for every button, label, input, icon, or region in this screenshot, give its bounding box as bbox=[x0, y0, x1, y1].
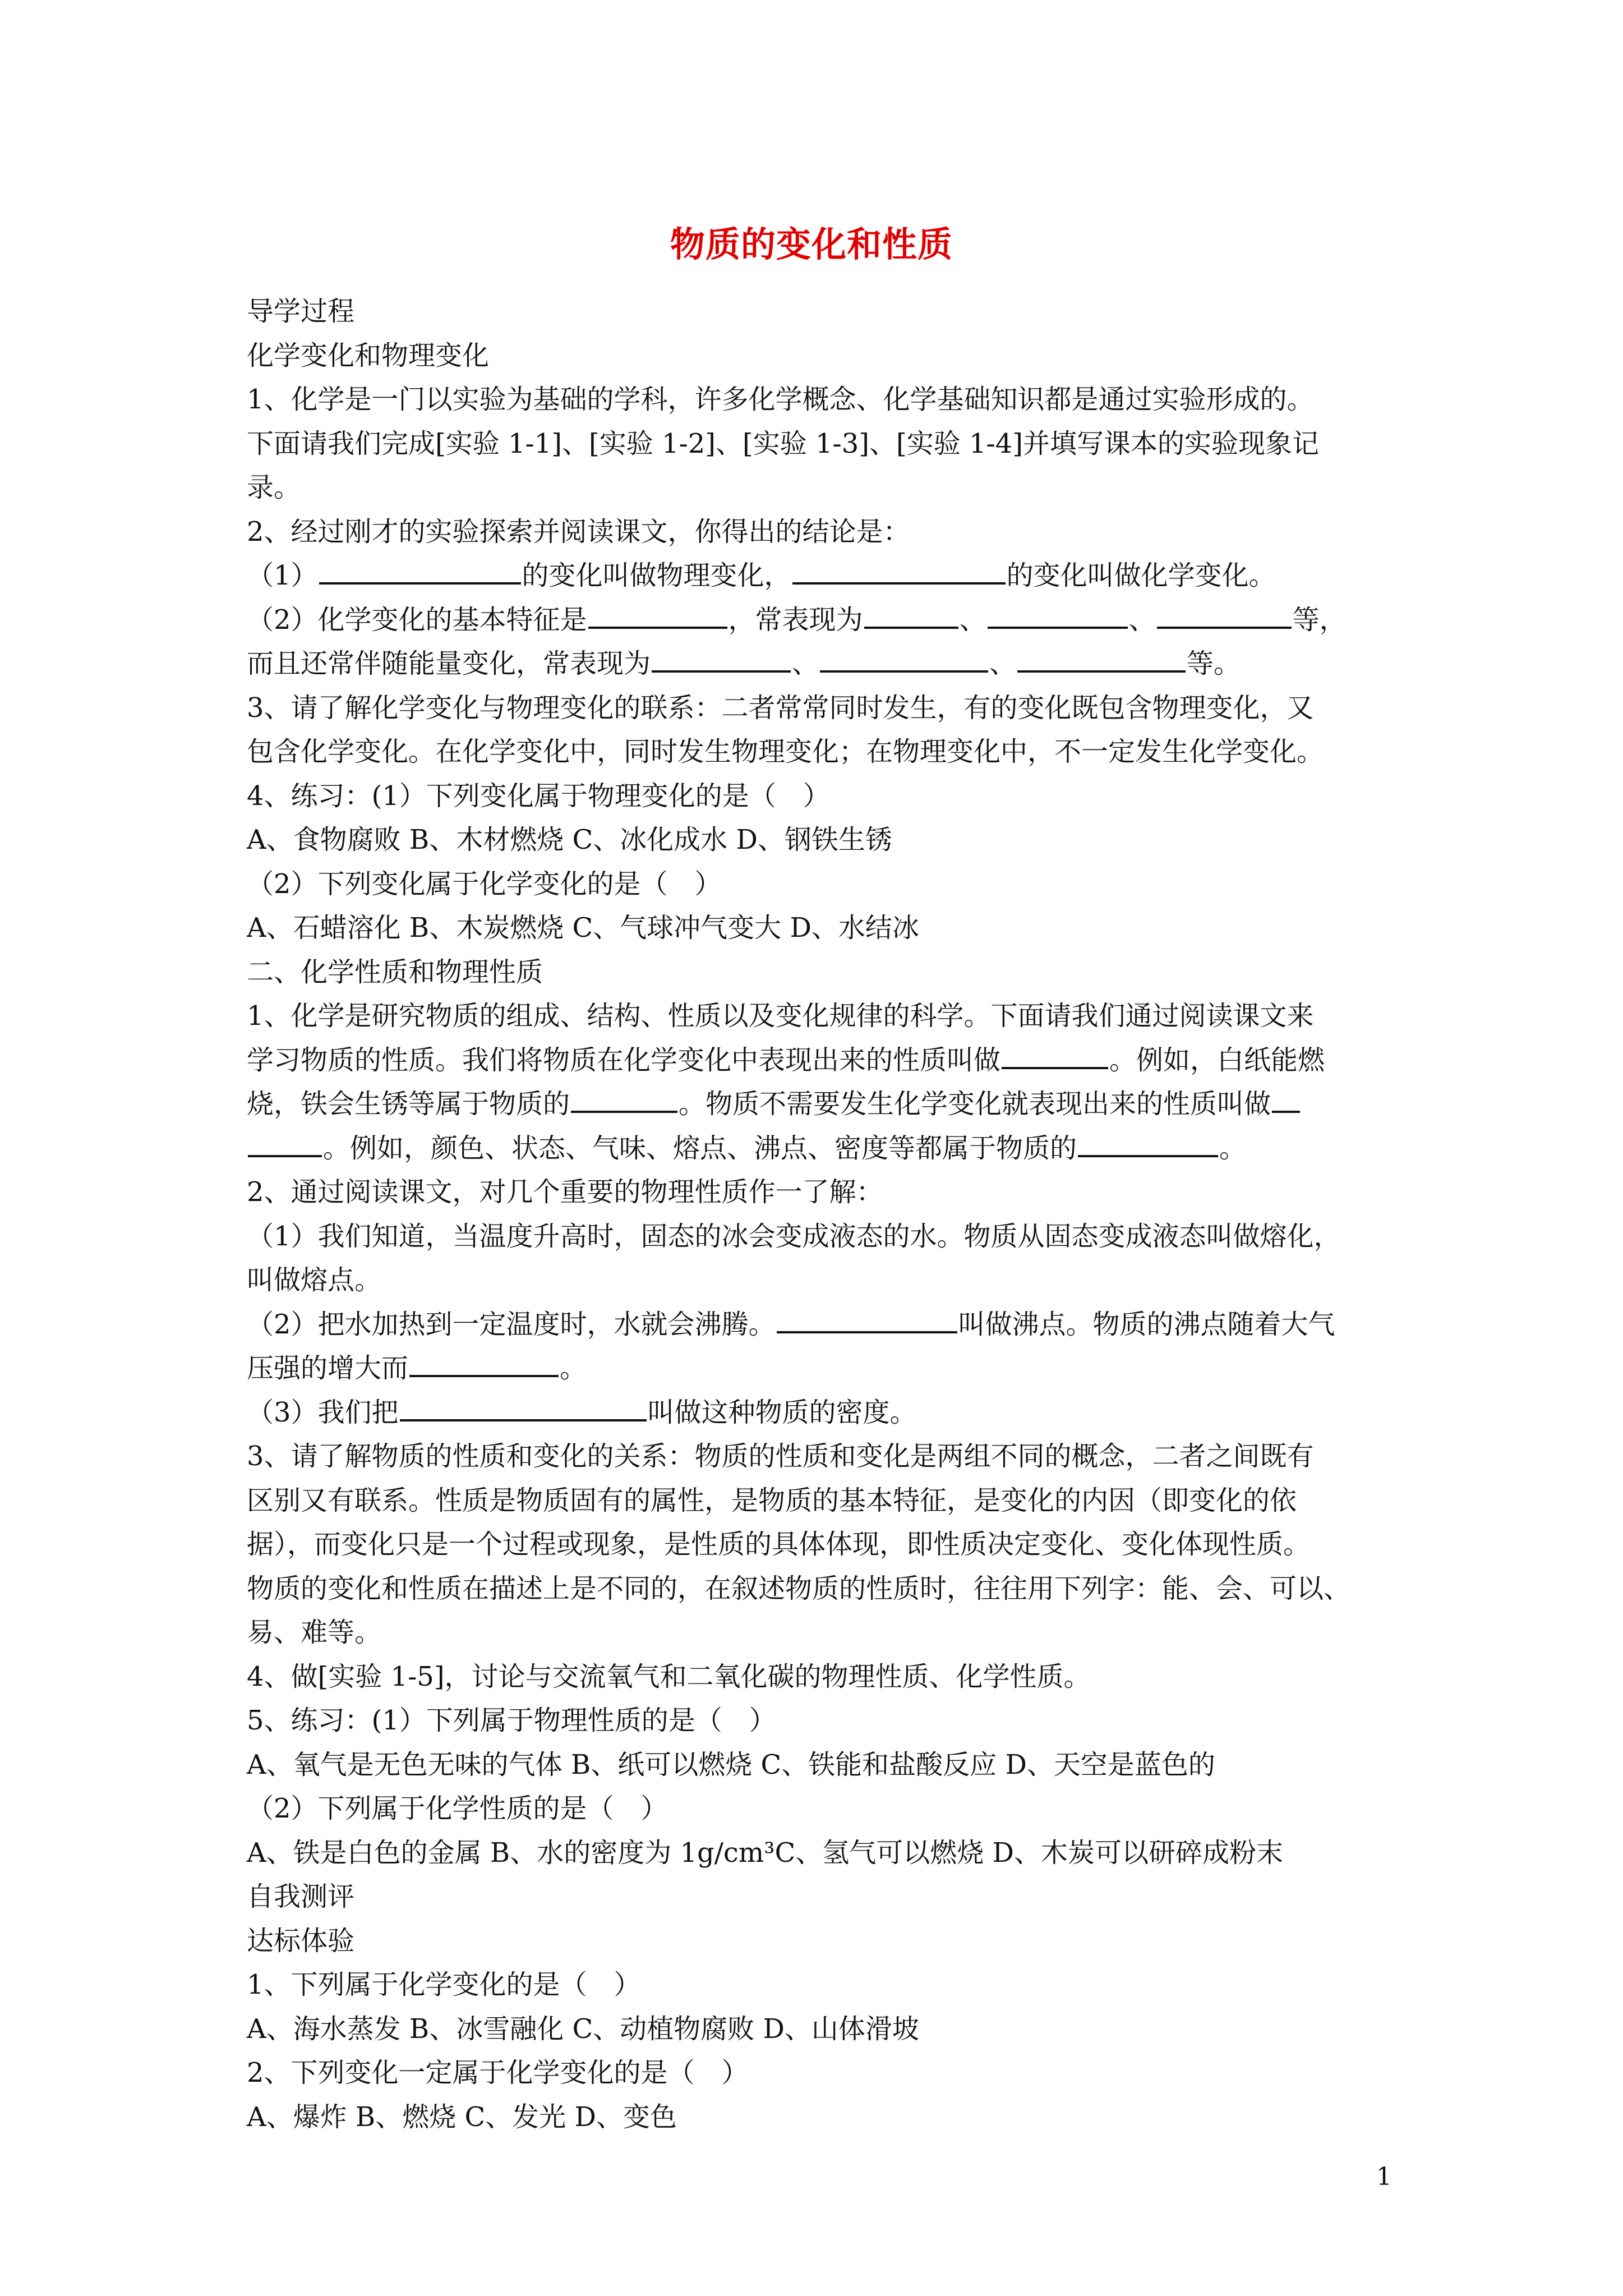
answer-blank[interactable] bbox=[588, 604, 727, 629]
answer-blank[interactable] bbox=[864, 604, 958, 629]
answer-blank[interactable] bbox=[248, 1133, 322, 1157]
answer-blank[interactable] bbox=[988, 604, 1128, 629]
fill-in-line: 烧，铁会生锈等属于物质的 。物质不需要发生化学变化就表现出来的性质叫做 bbox=[247, 1082, 1408, 1126]
question-line: 5、练习：(1）下列属于物理性质的是（ ） bbox=[247, 1705, 776, 1736]
text-line: （1）我们知道，当温度升高时，固态的冰会变成液态的水。物质从固态变成液态叫做熔化， bbox=[247, 1220, 1341, 1252]
fill-in-line: （3）我们把 叫做这种物质的密度。 bbox=[247, 1396, 917, 1428]
text-line: 叫做熔点。 bbox=[247, 1264, 382, 1296]
text-line: 4、做[实验 1-5]，讨论与交流氧气和二氧化碳的物理性质、化学性质。 bbox=[247, 1660, 1091, 1692]
fill-in-line: 压强的增大而 。 bbox=[247, 1352, 587, 1384]
answer-blank[interactable] bbox=[1017, 648, 1186, 673]
document-body bbox=[247, 289, 1408, 2139]
fill-in-line: 而且还常伴随能量变化，常表现为 、 、 等。 bbox=[247, 648, 1241, 679]
text-line: 3、请了解化学变化与物理变化的联系：二者常常同时发生，有的变化既包含物理变化，又 bbox=[247, 692, 1314, 724]
text-line: 包含化学变化。在化学变化中，同时发生物理变化；在物理变化中，不一定发生化学变化。 bbox=[247, 736, 1324, 767]
answer-blank[interactable] bbox=[792, 560, 1006, 585]
options-line: A、爆炸 B、燃烧 C、发光 D、变色 bbox=[247, 2101, 677, 2133]
question-line: （2）下列属于化学性质的是（ ） bbox=[247, 1793, 668, 1824]
text-line: 1、化学是一门以实验为基础的学科，许多化学概念、化学基础知识都是通过实验形成的。 bbox=[247, 384, 1314, 415]
text-line: 1、化学是研究物质的组成、结构、性质以及变化规律的科学。下面请我们通过阅读课文来 bbox=[247, 1000, 1314, 1032]
question-line: 2、下列变化一定属于化学变化的是（ ） bbox=[247, 2057, 749, 2088]
question-line: 4、练习：(1）下列变化属于物理变化的是（ ） bbox=[247, 780, 830, 812]
text-line: 导学过程 bbox=[247, 296, 355, 327]
options-line: A、食物腐败 B、木材燃烧 C、冰化成水 D、钢铁生锈 bbox=[247, 824, 892, 855]
answer-blank[interactable] bbox=[1002, 1045, 1108, 1069]
fill-in-line: （2）把水加热到一定温度时，水就会沸腾。 叫做沸点。物质的沸点随着大气 bbox=[247, 1308, 1335, 1340]
text-line: 易、难等。 bbox=[247, 1617, 382, 1648]
answer-blank[interactable] bbox=[820, 648, 988, 673]
section-heading: 二、化学性质和物理性质 bbox=[247, 956, 543, 988]
answer-blank[interactable] bbox=[319, 560, 521, 585]
answer-blank[interactable] bbox=[400, 1397, 647, 1421]
answer-blank[interactable] bbox=[1078, 1133, 1218, 1157]
text-line: 录。 bbox=[247, 472, 301, 503]
fill-in-line: 学习物质的性质。我们将物质在化学变化中表现出来的性质叫做 。例如，白纸能燃 bbox=[247, 1044, 1325, 1076]
section-heading: 自我测评 bbox=[247, 1881, 355, 1912]
options-line: A、氧气是无色无味的气体 B、纸可以燃烧 C、铁能和盐酸反应 D、天空是蓝色的 bbox=[247, 1749, 1215, 1780]
fill-in-line: （1） 的变化叫做物理变化， 的变化叫做化学变化。 bbox=[247, 560, 1276, 591]
text-line: 3、请了解物质的性质和变化的关系：物质的性质和变化是两组不同的概念，二者之间既有 bbox=[247, 1441, 1314, 1472]
fill-in-line: 。例如，颜色、状态、气味、熔点、沸点、密度等都属于物质的 。 bbox=[247, 1126, 1408, 1171]
text-line: 化学变化和物理变化 bbox=[247, 339, 490, 371]
text-line: 2、经过刚才的实验探索并阅读课文，你得出的结论是： bbox=[247, 516, 910, 547]
section-heading: 达标体验 bbox=[247, 1925, 355, 1957]
options-line: A、铁是白色的金属 B、水的密度为 1g/cm³C、氢气可以燃烧 D、木炭可以研碎成粉末 bbox=[247, 1837, 1284, 1869]
answer-blank[interactable] bbox=[1157, 604, 1292, 629]
text-line: 据），而变化只是一个过程或现象，是性质的具体体现，即性质决定变化、变化体现性质。 bbox=[247, 1529, 1311, 1560]
options-line: A、石蜡溶化 B、木炭燃烧 C、气球冲气变大 D、水结冰 bbox=[247, 912, 919, 944]
text-line: 区别又有联系。性质是物质固有的属性，是物质的基本特征，是变化的内因（即变化的依 bbox=[247, 1484, 1297, 1516]
answer-blank[interactable] bbox=[1272, 1088, 1300, 1113]
text-line: 2、通过阅读课文，对几个重要的物理性质作一了解： bbox=[247, 1176, 883, 1208]
question-line: 1、下列属于化学变化的是（ ） bbox=[247, 1969, 641, 2000]
text-line: 物质的变化和性质在描述上是不同的，在叙述物质的性质时，往往用下列字：能、会、可以、 bbox=[247, 1572, 1351, 1604]
question-line: （2）下列变化属于化学变化的是（ ） bbox=[247, 868, 722, 900]
answer-blank[interactable] bbox=[409, 1352, 559, 1377]
answer-blank[interactable] bbox=[652, 648, 791, 673]
answer-blank[interactable] bbox=[571, 1088, 677, 1113]
fill-in-line: （2）化学变化的基本特征是 ，常表现为 、 、 等， bbox=[247, 604, 1347, 636]
answer-blank[interactable] bbox=[777, 1309, 957, 1333]
page-number: 1 bbox=[1376, 2162, 1392, 2191]
options-line: A、海水蒸发 B、冰雪融化 C、动植物腐败 D、山体滑坡 bbox=[247, 2013, 919, 2045]
document-title: 物质的变化和性质 bbox=[670, 224, 953, 265]
text-line: 下面请我们完成[实验 1-1]、[实验 1-2]、[实验 1-3]、[实验 1-4]并填写课本的实验现象记 bbox=[247, 427, 1320, 459]
